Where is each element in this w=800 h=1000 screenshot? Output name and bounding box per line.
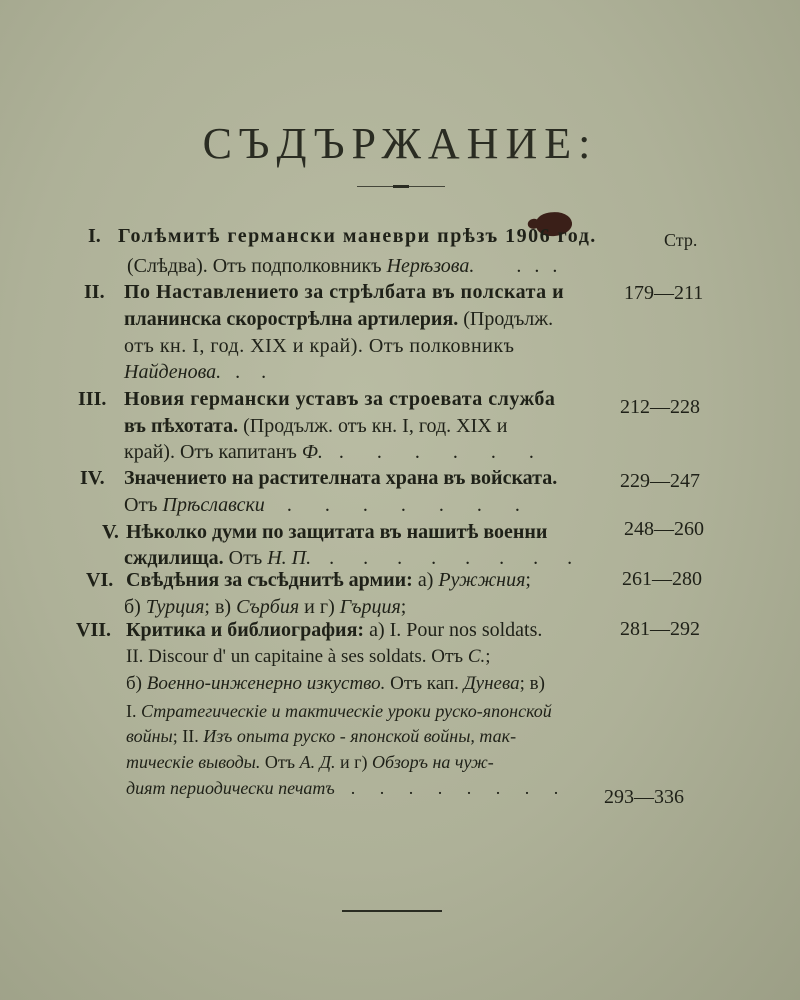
entry-pages: 179—211	[624, 282, 704, 304]
entry-line: Найденова. . .	[124, 361, 275, 383]
entry-pages: 229—247	[620, 470, 700, 492]
entry-line: войны; II. Изъ опыта руско - японской войны, так-	[126, 726, 517, 746]
entry-number: VII.	[76, 619, 112, 641]
entry-pages: 293—336	[604, 786, 684, 808]
entry-line: I. Стратегическіе и тактическіе уроки руско-японской	[126, 701, 552, 721]
entry-line: дият периодически печатъ . . . . . . . .	[126, 778, 569, 798]
entry-pages: 212—228	[620, 396, 700, 418]
entry-line: тическіе выводы. Отъ А. Д. и г) Обзоръ на чуж-	[126, 752, 494, 772]
entry-title: Свѣдѣния за съсѣднитѣ армии: а) Ружжния;	[126, 569, 531, 591]
entry-pages: 248—260	[624, 518, 704, 540]
entry-number: II.	[84, 281, 105, 303]
entry-pages: 281—292	[620, 618, 700, 640]
page-title: СЪДЪРЖАНИЕ:	[202, 119, 598, 168]
entry-line: Отъ Прѣславски . . . . . . .	[124, 494, 534, 516]
entry-line: край). Отъ капитанъ Ф. . . . . . .	[124, 441, 548, 463]
entry-title: Голѣмитѣ германски маневри прѣзъ 1906 год.	[118, 225, 597, 247]
entry-number: VI.	[86, 569, 114, 591]
entry-title: Значението на растителната храна въ войската.	[124, 467, 558, 489]
entry-line: отъ кн. I, год. XIX и край). Отъ полковникъ	[124, 335, 515, 357]
entry-title: Нѣколко думи по защитата въ нашитѣ военни	[126, 521, 548, 543]
entry-line: (Слѣдва). Отъ подполковникъ Нерѣзова. . . .	[127, 255, 562, 277]
entry-line: планинска скорострѣлна артилерия. (Продълж.	[124, 308, 554, 330]
entry-line: б) Военно-инженерно изкуство. Отъ кап. Дунева; в)	[126, 673, 545, 694]
entry-number: III.	[78, 388, 107, 410]
entry-line: б) Турция; в) Сърбия и г) Гърция;	[124, 596, 407, 618]
entry-number: I.	[88, 225, 101, 247]
bottom-divider	[342, 910, 442, 912]
entry-line: сждилища. Отъ Н. П. . . . . . . . .	[124, 547, 585, 569]
entry-number: V.	[102, 521, 119, 543]
entry-line: въ пѣхотата. (Продълж. отъ кн. I, год. XIX и	[124, 415, 508, 437]
entry-title: Новия германски уставъ за строевата служба	[124, 388, 556, 410]
entry-title: По Наставлението за стрѣлбата въ полската и	[124, 281, 565, 303]
entry-number: IV.	[80, 467, 105, 489]
page-column-label: Стр.	[664, 230, 698, 250]
entry-line: II. Discour d' un capitaine à ses soldats. Отъ С.;	[126, 646, 491, 667]
entry-pages: 261—280	[622, 568, 702, 590]
entry-title: Критика и библиография: а) I. Pour nos soldats.	[126, 619, 543, 641]
